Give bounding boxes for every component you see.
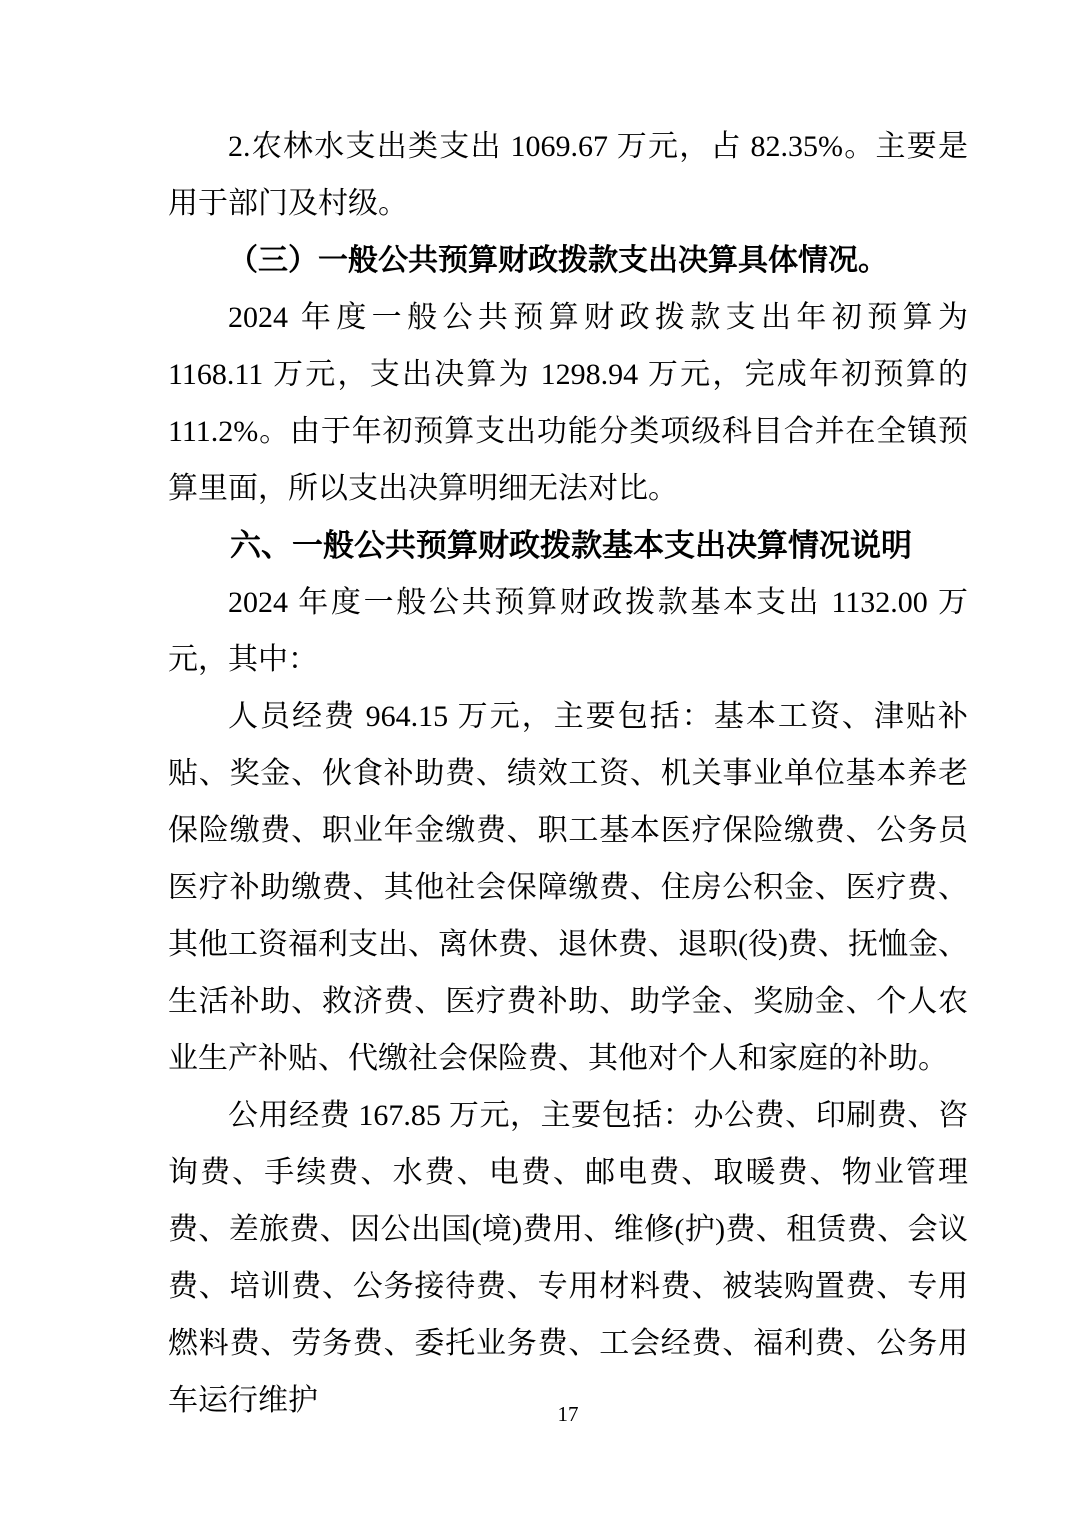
paragraph: 2.农林水支出类支出 1069.67 万元，占 82.35%。主要是用于部门及村级。	[168, 130, 968, 220]
section-heading: （三）一般公共预算财政拨款支出决算具体情况。	[228, 244, 888, 277]
page-number: 17	[557, 1402, 579, 1426]
page-footer	[168, 1402, 968, 1427]
paragraph: 公用经费 167.85 万元，主要包括：办公费、印刷费、咨询费、手续费、水费、电费、邮电费、取暖费、物业管理费、差旅费、因公出国(境)费用、维修(护)费、租赁费、会议费、培训费、公务接待费、专用材料费、被装购置费、专用燃料费、劳务费、委托业务费、工会经费、福利费、公务用车运行维护	[168, 1099, 968, 1417]
paragraph: 人员经费 964.15 万元，主要包括：基本工资、津贴补贴、奖金、伙食补助费、绩效工资、机关事业单位基本养老保险缴费、职业年金缴费、职工基本医疗保险缴费、公务员医疗补助缴费、其他社会保障缴费、住房公积金、医疗费、其他工资福利支出、离休费、退休费、退职(役)费、抚恤金、生活补助、救济费、医疗费补助、助学金、奖励金、个人农业生产补贴、代缴社会保险费、其他对个人和家庭的补助。	[168, 700, 968, 1075]
section-heading: 六、一般公共预算财政拨款基本支出决算情况说明	[230, 528, 912, 563]
paragraph: 2024 年度一般公共预算财政拨款基本支出 1132.00 万元，其中：	[168, 586, 968, 676]
paragraph: 2024 年度一般公共预算财政拨款支出年初预算为 1168.11 万元，支出决算为 1298.94 万元，完成年初预算的 111.2%。由于年初预算支出功能分类项级科目合并在全镇预算里面，所以支出决算明细无法对比。	[168, 301, 968, 505]
document-body	[168, 118, 968, 1429]
